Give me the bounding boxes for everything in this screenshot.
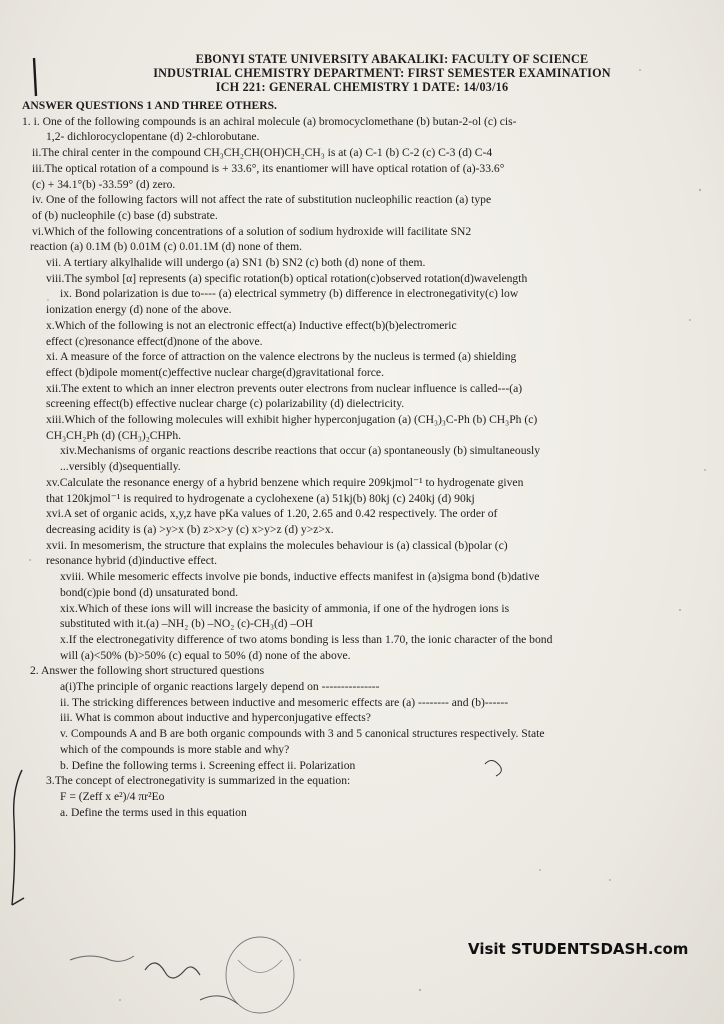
- question-line: effect (c)resonance effect(d)none of the above.: [46, 334, 263, 348]
- question-line: iii. What is common about inductive and hyperconjugative effects?: [60, 711, 371, 725]
- question-line: a(i)The principle of organic reactions largely depend on ---------------: [60, 680, 380, 694]
- question-line: ionization energy (d) none of the above.: [46, 303, 232, 317]
- question-line: xv.Calculate the resonance energy of a hybrid benzene which require 209kjmol⁻¹ to hydrogenate given: [46, 475, 524, 489]
- studentsdash-watermark: Visit STUDENTSDASH.com: [468, 940, 689, 958]
- question-line: xix.Which of these ions will will increase the basicity of ammonia, if one of the hydrogen ions is: [60, 601, 510, 615]
- signature-scribble: [60, 930, 300, 1020]
- question-line: ix. Bond polarization is due to---- (a) electrical symmetry (b) difference in electronegativity(c) low: [60, 287, 519, 301]
- question-line: xvii. In mesomerism, the structure that explains the molecules behaviour is (a) classical (b)polar (c): [46, 538, 508, 552]
- question-line: ii. The stricking differences between inductive and mesomeric effects are (a) -------- and (b)------: [60, 695, 509, 709]
- question-line: resonance hybrid (d)inductive effect.: [46, 554, 218, 568]
- question-line: ii.The chiral center in the compound CH₃CH₂CH(OH)CH₂CH₃ is at (a) C-1 (b) C-2 (c) C-3 (d) C-4: [32, 146, 493, 160]
- question-line: xi. A measure of the force of attraction on the valence electrons by the nucleus is termed (a) shielding: [46, 350, 517, 364]
- question-line: F = (Zeff x e²)/4 πr²Eo: [60, 789, 165, 803]
- question-line: vii. A tertiary alkylhalide will undergo (a) SN1 (b) SN2 (c) both (d) none of them.: [46, 256, 426, 270]
- question-line: xvi.A set of organic acids, x,y,z have pKa values of 1.20, 2.65 and 0.42 respectively. The order of: [46, 507, 498, 521]
- exam-questions: [22, 98, 662, 820]
- question-line: xii.The extent to which an inner electron prevents outer electrons from nuclear influence is called---(a): [46, 381, 523, 395]
- question-line: 1. i. One of the following compounds is an achiral molecule (a) bromocyclomethane (b) butan-2-ol (c) cis-: [22, 114, 517, 128]
- question-line: ANSWER QUESTIONS 1 AND THREE OTHERS.: [22, 99, 277, 112]
- question-line: CH₃CH₂Ph (d) (CH₃)₂CHPh.: [46, 428, 182, 442]
- question-line: ...versibly (d)sequentially.: [60, 460, 181, 474]
- question-line: substituted with it.(a) –NH₂ (b) –NO₂ (c)-CH₃(d) –OH: [60, 617, 313, 631]
- question-line: decreasing acidity is (a) >y>x (b) z>x>y (c) x>y>z (d) y>z>x.: [46, 522, 334, 536]
- question-line: xviii. While mesomeric effects involve pie bonds, inductive effects manifest in (a)sigma bond (b)dative: [60, 570, 540, 584]
- question-line: screening effect(b) effective nuclear charge (c) polarizability (d) dielectricity.: [46, 397, 405, 411]
- question-line: b. Define the following terms i. Screening effect ii. Polarization: [60, 758, 356, 772]
- question-line: xiii.Which of the following molecules will exhibit higher hyperconjugation (a) (CH₃)₃C-Ph (b) CH₃Ph (c): [46, 413, 538, 427]
- question-line: 3.The concept of electronegativity is summarized in the equation:: [46, 774, 351, 788]
- question-line: bond(c)pie bond (d) unsaturated bond.: [60, 585, 239, 599]
- course-date-line: ICH 221: GENERAL CHEMISTRY 1 DATE: 14/03/16: [215, 80, 509, 94]
- question-line: of (b) nucleophile (c) base (d) substrate.: [32, 208, 218, 222]
- university-line: EBONYI STATE UNIVERSITY ABAKALIKI: FACULTY OF SCIENCE: [195, 52, 589, 66]
- question-line: 2. Answer the following short structured questions: [30, 664, 265, 678]
- question-line: x.Which of the following is not an electronic effect(a) Inductive effect(b)(b)electromeric: [46, 318, 457, 332]
- exam-header: [0, 52, 724, 94]
- question-line: iv. One of the following factors will not affect the rate of substitution nucleophilic reaction (a) type: [32, 193, 492, 207]
- question-line: a. Define the terms used in this equation: [60, 805, 247, 819]
- department-line: INDUSTRIAL CHEMISTRY DEPARTMENT: FIRST SEMESTER EXAMINATION: [153, 66, 611, 80]
- question-line: which of the compounds is more stable and why?: [60, 742, 290, 756]
- question-line: (c) + 34.1°(b) -33.59° (d) zero.: [32, 177, 176, 191]
- question-line: will (a)<50% (b)>50% (c) equal to 50% (d) none of the above.: [60, 648, 351, 662]
- question-line: that 120kjmol⁻¹ is required to hydrogenate a cyclohexene (a) 51kj(b) 80kj (c) 240kj (d) 90kj: [46, 491, 475, 505]
- question-line: reaction (a) 0.1M (b) 0.01M (c) 0.01.1M (d) none of them.: [30, 240, 303, 254]
- question-line: 1,2- dichlorocyclopentane (d) 2-chlorobutane.: [46, 130, 260, 144]
- question-line: xiv.Mechanisms of organic reactions describe reactions that occur (a) spontaneously (b) simultaneously: [60, 444, 541, 458]
- question-line: viii.The symbol [α] represents (a) specific rotation(b) optical rotation(c)observed rotation(d)wavelength: [46, 271, 528, 285]
- question-line: effect (b)dipole moment(c)effective nuclear charge(d)gravitational force.: [46, 365, 384, 379]
- question-line: vi.Which of the following concentrations of a solution of sodium hydroxide will facilitate SN2: [32, 224, 472, 238]
- question-line: x.If the electronegativity difference of two atoms bonding is less than 1.70, the ionic character of the bond: [60, 632, 553, 646]
- question-line: v. Compounds A and B are both organic compounds with 3 and 5 canonical structures respectively. State: [60, 727, 545, 741]
- question-line: iii.The optical rotation of a compound is + 33.6°, its enantiomer will have optical rotation of (a)-33.6°: [32, 161, 505, 175]
